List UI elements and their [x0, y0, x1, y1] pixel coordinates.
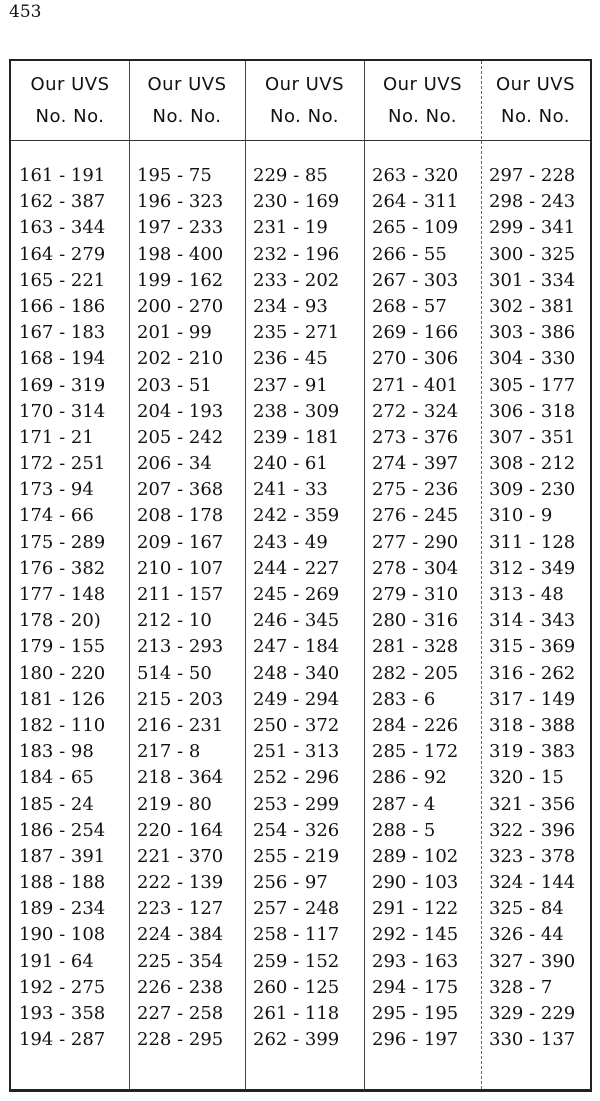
table-cell: 301 - 334: [489, 269, 576, 291]
table-cell: 161 - 191: [19, 165, 106, 186]
table-cell: 305 - 177: [489, 374, 576, 396]
table-cell: 177 - 148: [19, 584, 106, 605]
table-cell: 273 - 376: [372, 426, 459, 448]
table-cell: 181 - 126: [19, 688, 106, 710]
table-cell: 172 - 251: [19, 453, 106, 475]
column-header: [11, 69, 129, 133]
table-cell: 229 - 85: [253, 165, 328, 186]
table-cell: 230 - 169: [253, 191, 340, 213]
column-cells: [129, 163, 245, 1053]
table-cell: 166 - 186: [19, 295, 106, 317]
table-cell: 175 - 289: [19, 531, 106, 553]
table-cell: 276 - 245: [372, 505, 459, 527]
column-header: [364, 69, 481, 133]
column-header-line1: Our UVS: [30, 74, 110, 95]
table-cell: 199 - 162: [137, 269, 224, 291]
column-header-line1: Our UVS: [147, 74, 227, 95]
page-number: 453: [9, 2, 42, 22]
table-cell: 269 - 166: [372, 322, 459, 344]
table-cell: 174 - 66: [19, 505, 94, 527]
table-cell: 191 - 64: [19, 950, 94, 972]
table-cell: 271 - 401: [372, 374, 459, 396]
table-cell: 286 - 92: [372, 767, 447, 789]
table-cell: 167 - 183: [19, 322, 106, 344]
table-cell: 317 - 149: [489, 688, 576, 710]
table-cell: 233 - 202: [253, 269, 340, 291]
table-cell: 171 - 21: [19, 426, 94, 448]
table-cell: 324 - 144: [489, 872, 576, 894]
table-cell: 180 - 220: [19, 662, 106, 684]
table-cell: 254 - 326: [253, 819, 340, 841]
table-cell: 281 - 328: [372, 636, 459, 658]
table-cell: 264 - 311: [372, 191, 459, 213]
table-cell: 298 - 243: [489, 191, 576, 213]
table-cell: 262 - 399: [253, 1029, 340, 1051]
table-cell: 267 - 303: [372, 269, 459, 291]
table-cell: 182 - 110: [19, 714, 106, 736]
table-cell: 221 - 370: [137, 845, 224, 867]
table-column: [364, 61, 481, 1089]
table-cell: 169 - 319: [19, 374, 106, 396]
table-cell: 208 - 178: [137, 505, 224, 527]
table-cell: 253 - 299: [253, 793, 340, 815]
table-cell: 163 - 344: [19, 217, 106, 239]
table-cell: 322 - 396: [489, 819, 576, 841]
table-cell: 288 - 5: [372, 819, 436, 841]
table-cell: 235 - 271: [253, 322, 340, 344]
table-cell: 228 - 295: [137, 1029, 224, 1051]
table-cell: 309 - 230: [489, 479, 576, 501]
table-cell: 251 - 313: [253, 741, 340, 763]
table-cell: 239 - 181: [253, 426, 340, 448]
table-cell: 514 - 50: [137, 662, 212, 684]
table-cell: 274 - 397: [372, 453, 459, 475]
table-cell: 247 - 184: [253, 636, 340, 658]
table-cell: 249 - 294: [253, 688, 340, 710]
table-cell: 307 - 351: [489, 426, 576, 448]
table-cell: 162 - 387: [19, 191, 106, 213]
column-cells: [245, 163, 364, 1053]
table-cell: 252 - 296: [253, 767, 340, 789]
table-cell: 315 - 369: [489, 636, 576, 658]
table-cell: 263 - 320: [372, 165, 459, 186]
table-cell: 211 - 157: [137, 584, 224, 605]
table-cell: 312 - 349: [489, 557, 576, 579]
table-cell: 292 - 145: [372, 924, 459, 946]
table-cell: 270 - 306: [372, 348, 459, 370]
table-cell: 260 - 125: [253, 976, 340, 998]
table-cell: 238 - 309: [253, 400, 340, 422]
table-cell: 314 - 343: [489, 610, 576, 632]
table-cell: 225 - 354: [137, 950, 224, 972]
table-cell: 318 - 388: [489, 714, 576, 736]
table-cell: 246 - 345: [253, 610, 340, 632]
table-cell: 200 - 270: [137, 295, 224, 317]
table-cell: 189 - 234: [19, 898, 106, 920]
table-cell: 223 - 127: [137, 898, 224, 920]
table-cell: 176 - 382: [19, 557, 106, 579]
table-cell: 206 - 34: [137, 453, 212, 475]
table-cell: 255 - 219: [253, 845, 340, 867]
table-cell: 302 - 381: [489, 295, 576, 317]
table-cell: 279 - 310: [372, 584, 459, 605]
column-header: [129, 69, 245, 133]
table-cell: 236 - 45: [253, 348, 328, 370]
table-cell: 217 - 8: [137, 741, 201, 763]
table-cell: 240 - 61: [253, 453, 328, 475]
table-cell: 284 - 226: [372, 714, 459, 736]
table-cell: 213 - 293: [137, 636, 224, 658]
table-cell: 193 - 358: [19, 1003, 106, 1024]
table-cell: 277 - 290: [372, 531, 459, 553]
table-cell: 218 - 364: [137, 767, 224, 789]
table-column: [129, 61, 245, 1089]
table-cell: 261 - 118: [253, 1003, 340, 1024]
table-cell: 187 - 391: [19, 845, 106, 867]
table-cell: 323 - 378: [489, 845, 576, 867]
table-cell: 295 - 195: [372, 1003, 459, 1024]
table-cell: 183 - 98: [19, 741, 94, 763]
table-cell: 195 - 75: [137, 165, 212, 186]
table-cell: 202 - 210: [137, 348, 224, 370]
table-cell: 297 - 228: [489, 165, 576, 186]
table-cell: 231 - 19: [253, 217, 328, 239]
column-header-line1: Our UVS: [264, 74, 345, 95]
table-cell: 165 - 221: [19, 269, 106, 291]
table-cell: 259 - 152: [253, 950, 340, 972]
table-cell: 197 - 233: [137, 217, 224, 239]
table-cell: 178 - 20): [19, 610, 101, 632]
table-cell: 319 - 383: [489, 741, 576, 763]
table-cell: 294 - 175: [372, 976, 459, 998]
table-cell: 328 - 7: [489, 976, 553, 998]
column-header-line2: No. No.: [35, 106, 105, 127]
table-cell: 296 - 197: [372, 1029, 459, 1051]
table-cell: 306 - 318: [489, 400, 576, 422]
table-cell: 244 - 227: [253, 557, 340, 579]
table-cell: 188 - 188: [19, 872, 106, 894]
table-cell: 215 - 203: [137, 688, 224, 710]
table-cell: 265 - 109: [372, 217, 459, 239]
table-cell: 311 - 128: [489, 531, 576, 553]
table-cell: 194 - 287: [19, 1029, 106, 1051]
table-cell: 216 - 231: [137, 714, 224, 736]
table-cell: 243 - 49: [253, 531, 328, 553]
table-cell: 327 - 390: [489, 950, 576, 972]
table-cell: 222 - 139: [137, 872, 224, 894]
table-cell: 293 - 163: [372, 950, 459, 972]
table-cell: 212 - 10: [137, 610, 212, 632]
table-cell: 250 - 372: [253, 714, 340, 736]
table-column: [481, 61, 590, 1089]
table-cell: 192 - 275: [19, 976, 106, 998]
table-cell: 242 - 359: [253, 505, 340, 527]
table-cell: 173 - 94: [19, 479, 94, 501]
table-cell: 285 - 172: [372, 741, 459, 763]
table-cell: 330 - 137: [489, 1029, 576, 1051]
column-header-line2: No. No.: [501, 106, 570, 127]
column-cells: [364, 163, 481, 1053]
column-header-line2: No. No.: [152, 106, 222, 127]
table-cell: 203 - 51: [137, 374, 212, 396]
table-cell: 248 - 340: [253, 662, 340, 684]
table-cell: 325 - 84: [489, 898, 564, 920]
table-cell: 220 - 164: [137, 819, 224, 841]
table-cell: 185 - 24: [19, 793, 94, 815]
table-cell: 234 - 93: [253, 295, 328, 317]
table-cell: 186 - 254: [19, 819, 106, 841]
table-cell: 257 - 248: [253, 898, 340, 920]
table-cell: 275 - 236: [372, 479, 459, 501]
table-cell: 245 - 269: [253, 584, 340, 605]
table-cell: 170 - 314: [19, 400, 106, 422]
table-cell: 316 - 262: [489, 662, 576, 684]
table-cell: 272 - 324: [372, 400, 459, 422]
column-header-line1: Our UVS: [495, 74, 576, 95]
table-cell: 313 - 48: [489, 584, 564, 605]
table-cell: 258 - 117: [253, 924, 340, 946]
table-cell: 304 - 330: [489, 348, 576, 370]
table-cell: 168 - 194: [19, 348, 106, 370]
table-cell: 320 - 15: [489, 767, 564, 789]
table-cell: 287 - 4: [372, 793, 436, 815]
concordance-table: [9, 59, 592, 1092]
table-cell: 283 - 6: [372, 688, 436, 710]
column-header-line2: No. No.: [270, 106, 339, 127]
table-cell: 266 - 55: [372, 243, 447, 265]
table-cell: 237 - 91: [253, 374, 328, 396]
table-cell: 205 - 242: [137, 426, 224, 448]
table-cell: 299 - 341: [489, 217, 576, 239]
table-cell: 164 - 279: [19, 243, 106, 265]
table-cell: 196 - 323: [137, 191, 224, 213]
table-cell: 227 - 258: [137, 1003, 224, 1024]
table-cell: 198 - 400: [137, 243, 224, 265]
column-header-line1: Our UVS: [382, 74, 463, 95]
column-cells: [481, 163, 590, 1053]
table-cell: 280 - 316: [372, 610, 459, 632]
table-cell: 282 - 205: [372, 662, 459, 684]
table-cell: 204 - 193: [137, 400, 224, 422]
table-cell: 290 - 103: [372, 872, 459, 894]
table-cell: 209 - 167: [137, 531, 224, 553]
table-cell: 224 - 384: [137, 924, 224, 946]
column-cells: [11, 163, 129, 1053]
table-cell: 326 - 44: [489, 924, 564, 946]
table-column: [245, 61, 364, 1089]
table-cell: 268 - 57: [372, 295, 447, 317]
column-header-line2: No. No.: [388, 106, 457, 127]
table-cell: 278 - 304: [372, 557, 459, 579]
table-cell: 308 - 212: [489, 453, 576, 475]
table-cell: 289 - 102: [372, 845, 459, 867]
table-cell: 300 - 325: [489, 243, 576, 265]
table-cell: 201 - 99: [137, 322, 212, 344]
table-cell: 219 - 80: [137, 793, 212, 815]
table-cell: 303 - 386: [489, 322, 576, 344]
table-cell: 184 - 65: [19, 767, 94, 789]
column-header: [245, 69, 364, 133]
table-cell: 226 - 238: [137, 976, 224, 998]
table-cell: 210 - 107: [137, 557, 224, 579]
table-cell: 256 - 97: [253, 872, 328, 894]
table-column: [11, 61, 129, 1089]
table-cell: 207 - 368: [137, 479, 224, 501]
table-cell: 190 - 108: [19, 924, 106, 946]
table-cell: 329 - 229: [489, 1003, 576, 1024]
column-header: [481, 69, 590, 133]
table-cell: 321 - 356: [489, 793, 576, 815]
table-cell: 241 - 33: [253, 479, 328, 501]
table-cell: 179 - 155: [19, 636, 106, 658]
table-cell: 291 - 122: [372, 898, 459, 920]
table-cell: 232 - 196: [253, 243, 340, 265]
table-cell: 310 - 9: [489, 505, 553, 527]
